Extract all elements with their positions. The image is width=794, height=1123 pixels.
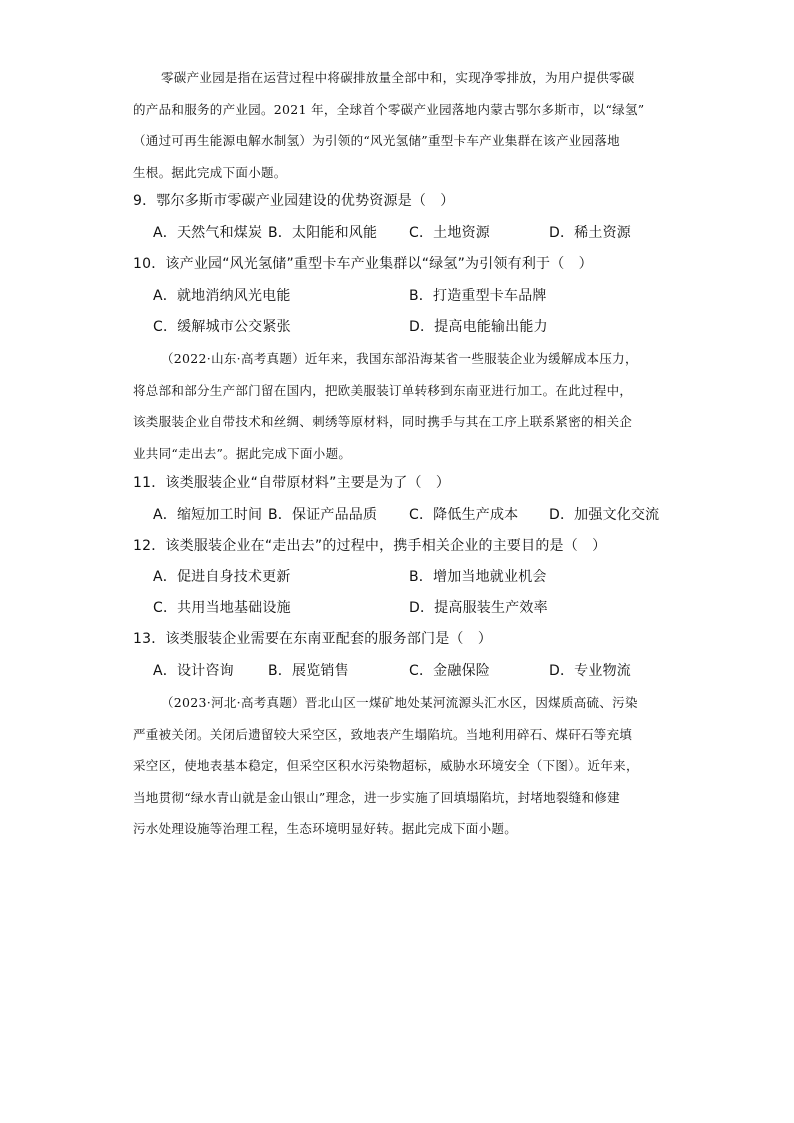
question-10-option-b[interactable]: B．打造重型卡车品牌 — [409, 288, 547, 304]
question-13-stem: 13．该类服装企业需要在东南亚配套的服务部门是（ ） — [133, 631, 493, 647]
question-12-option-a[interactable]: A．促进自身技术更新 — [153, 569, 291, 585]
passage-zero-carbon — [133, 62, 658, 188]
question-11-option-a[interactable]: A．缩短加工时间 — [153, 507, 263, 523]
question-11-option-d[interactable]: D．加强文化交流 — [549, 507, 660, 523]
question-9-option-b[interactable]: B．太阳能和风能 — [268, 225, 378, 241]
question-12-option-b[interactable]: B．增加当地就业机会 — [409, 569, 547, 585]
passage-line: 当地贯彻“绿水青山就是金山银山”理念，进一步实施了回填塌陷坑，封堵地裂缝和修建 — [133, 789, 620, 805]
passage-line: 生根。据此完成下面小题。 — [133, 164, 287, 180]
passage-garment-industry — [133, 343, 658, 469]
passage-line: 该类服装企业自带技术和丝绸、刺绣等原材料，同时携手与其在工序上联系紧密的相关企 — [133, 414, 633, 429]
question-11-stem: 11．该类服装企业“自带原材料”主要是为了（ ） — [133, 475, 451, 491]
passage-line: （通过可再生能源电解水制氢）为引领的“风光氢储”重型卡车产业集群在该产业园落地 — [133, 133, 620, 148]
passage-line: 严重被关闭。关闭后遗留较大采空区，致地表产生塌陷坑。当地利用碎石、煤矸石等充填 — [133, 726, 633, 742]
question-9-option-c[interactable]: C．土地资源 — [409, 225, 490, 241]
passage-coal-mine — [133, 687, 658, 845]
passage-line: 业共同“走出去”。据此完成下面小题。 — [133, 445, 352, 461]
question-9-option-d[interactable]: D．稀土资源 — [549, 225, 631, 241]
passage-line: （2023·河北·高考真题）晋北山区一煤矿地处某河流源头汇水区，因煤质高硫、污染 — [161, 695, 638, 710]
question-10-stem: 10．该产业园“风光氢储”重型卡车产业集群以“绿氢”为引领有利于（ ） — [133, 256, 593, 272]
question-9-option-a[interactable]: A．天然气和煤炭 — [153, 225, 263, 241]
question-9-stem: 9．鄂尔多斯市零碳产业园建设的优势资源是（ ） — [133, 193, 455, 209]
question-12-stem: 12．该类服装企业在“走出去”的过程中，携手相关企业的主要目的是（ ） — [133, 538, 607, 554]
passage-line: 的产品和服务的产业园。2021 年，全球首个零碳产业园落地内蒙古鄂尔多斯市，以“绿氢” — [133, 101, 645, 117]
question-13-option-c[interactable]: C．金融保险 — [409, 663, 490, 679]
question-11-option-b[interactable]: B．保证产品品质 — [268, 507, 378, 523]
question-13-option-d[interactable]: D．专业物流 — [549, 663, 631, 679]
passage-line: 污水处理设施等治理工程，生态环境明显好转。据此完成下面小题。 — [133, 821, 518, 836]
question-10-option-d[interactable]: D．提高电能输出能力 — [409, 319, 548, 335]
passage-line: （2022·山东·高考真题）近年来，我国东部沿海某省一些服装企业为缓解成本压力， — [161, 351, 638, 366]
question-11-option-c[interactable]: C．降低生产成本 — [409, 507, 519, 523]
passage-line: 零碳产业园是指在运营过程中将碳排放量全部中和，实现净零排放，为用户提供零碳 — [161, 70, 635, 85]
passage-line: 采空区，使地表基本稳定，但采空区积水污染物超标，威胁水环境安全（下图）。近年来， — [133, 758, 639, 773]
question-13-option-b[interactable]: B．展览销售 — [268, 663, 349, 679]
question-13-option-a[interactable]: A．设计咨询 — [153, 663, 234, 679]
passage-line: 将总部和部分生产部门留在国内，把欧美服装订单转移到东南亚进行加工。在此过程中， — [133, 382, 633, 398]
question-12-option-c[interactable]: C．共用当地基础设施 — [153, 600, 291, 616]
question-12-option-d[interactable]: D．提高服装生产效率 — [409, 600, 548, 616]
question-10-option-c[interactable]: C．缓解城市公交紧张 — [153, 319, 291, 335]
question-10-option-a[interactable]: A．就地消纳风光电能 — [153, 288, 291, 304]
